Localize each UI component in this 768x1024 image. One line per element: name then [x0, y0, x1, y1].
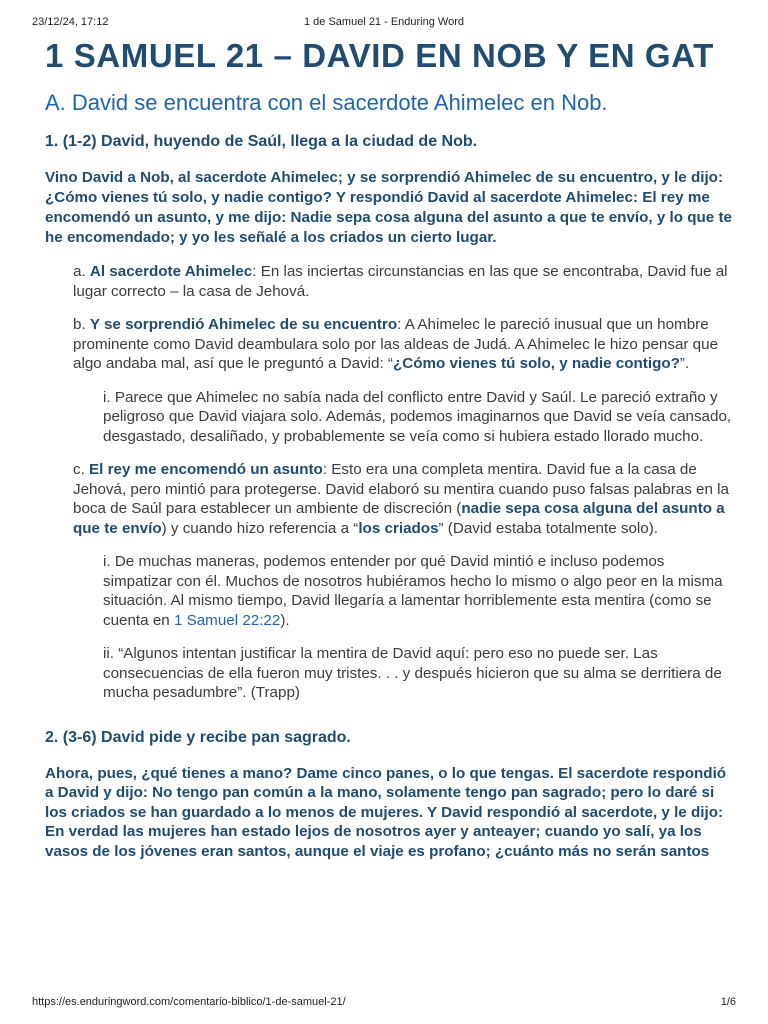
- commentary-subpoint-c-ii: ii. “Algunos intentan justificar la mentira de David aquí: pero eso no puede ser. Las consecuencias de ella fueron muy tristes. . . y después hicieron que su alma se derritiera de mucha pesadumbre”. (Trapp): [103, 645, 722, 701]
- subsection-heading-1: 1. (1-2) David, huyendo de Saúl, llega a la ciudad de Nob.: [45, 133, 478, 150]
- page-number: 1/6: [720, 996, 736, 1008]
- commentary-point-a: [73, 262, 733, 301]
- point-keyword: Al sacerdote Ahimelec: [89, 263, 253, 280]
- page-title: 1 SAMUEL 21 – DAVID EN NOB Y EN GAT: [45, 37, 714, 74]
- point-prefix: c.: [73, 461, 90, 478]
- print-footer: [32, 996, 736, 1008]
- scripture-passage-2: Ahora, pues, ¿qué tienes a mano? Dame cinco panes, o lo que tengas. El sacerdote respondió a David y dijo: No tengo pan común a la mano, solamente tengo pan sagrado; pero lo daré si los criados se han guardado a lo menos de mujeres. Y David respondió al sacerdote, y le dijo: En verdad las mujeres han estado lejos de nosotros ayer y anteayer; cuando yo salí, ya los vasos de los jóvenes eran santos, aunque el viaje es profano; ¿cuánto más no serán santos: [45, 764, 727, 860]
- point-prefix: a.: [73, 263, 90, 280]
- point-text: : A Ahimelec le pareció inusual que un hombre prominente como David deambulara solo por las aldeas de Judá. A Ahimelec le hizo pensar que algo andaba mal, así que le preguntó a David: “: [73, 316, 719, 372]
- point-quote: ¿Cómo vienes tú solo, y nadie contigo?: [393, 355, 680, 372]
- point-text-end: ”.: [679, 355, 690, 372]
- scripture-passage-1: Vino David a Nob, al sacerdote Ahimelec; y se sorprendió Ahimelec de su encuentro, y le dijo: ¿Cómo vienes tú solo, y nadie contigo? Y respondió David al sacerdote Ahimelec: El rey me encomendó un asunto, y me dijo: Nadie sepa cosa alguna del asunto a que te envío, y lo que te he encomendado; y yo les señalé a los criados un cierto lugar.: [45, 169, 732, 246]
- commentary-subpoint-c-i: [103, 552, 733, 630]
- subpoint-text: i. De muchas maneras, podemos entender por qué David mintió e incluso podemos simpatizar con él. Muchos de nosotros hubiéramos hecho lo mismo o algo peor en la misma situación. Al mismo tiempo, David llegaría a lamentar horriblemente esta mentira (como se cuenta en: [103, 553, 723, 629]
- print-date: 23/12/24, 17:12: [32, 16, 109, 28]
- print-url: https://es.enduringword.com/comentario-biblico/1-de-samuel-21/: [32, 996, 346, 1008]
- point-quote: nadie sepa cosa alguna del asunto a que te envío: [73, 500, 725, 537]
- subpoint-text-end: ).: [280, 611, 290, 629]
- point-text: : En las inciertas circunstancias en las que se encontraba, David fue al lugar correcto – la casa de Jehová.: [73, 263, 728, 300]
- scripture-reference-link[interactable]: 1 Samuel 22:22: [173, 611, 281, 629]
- point-text: : Esto era una completa mentira. David fue a la casa de Jehová, pero mintió para protegerse. David elaboró su mentira cuando puso falsas palabras en la boca de Saúl para establecer un ambiente de discreción (: [73, 461, 729, 517]
- print-title: 1 de Samuel 21 - Enduring Word: [304, 16, 464, 28]
- commentary-subpoint-b-i: i. Parece que Ahimelec no sabía nada del conflicto entre David y Saúl. Le pareció extraño y peligroso que David viajara solo. Además, podemos imaginarnos que David se veía cansado, desgastado, desaliñado, y probablemente se veía como si hubiera estado llorado mucho.: [103, 388, 732, 445]
- subsection-heading-2: 2. (3-6) David pide y recibe pan sagrado.: [45, 728, 351, 746]
- section-heading-a: A. David se encuentra con el sacerdote Ahimelec en Nob.: [45, 90, 608, 115]
- point-keyword: El rey me encomendó un asunto: [89, 461, 323, 478]
- point-text-end: ” (David estaba totalmente solo).: [438, 519, 658, 537]
- commentary-point-b: [73, 315, 733, 374]
- article: [45, 37, 733, 861]
- point-text-mid: ) y cuando hizo referencia a “: [161, 519, 359, 537]
- point-keyword: Y se sorprendió Ahimelec de su encuentro: [89, 316, 398, 333]
- point-quote-2: los criados: [358, 519, 439, 537]
- commentary-point-c: [73, 460, 733, 538]
- point-prefix: b.: [73, 316, 90, 333]
